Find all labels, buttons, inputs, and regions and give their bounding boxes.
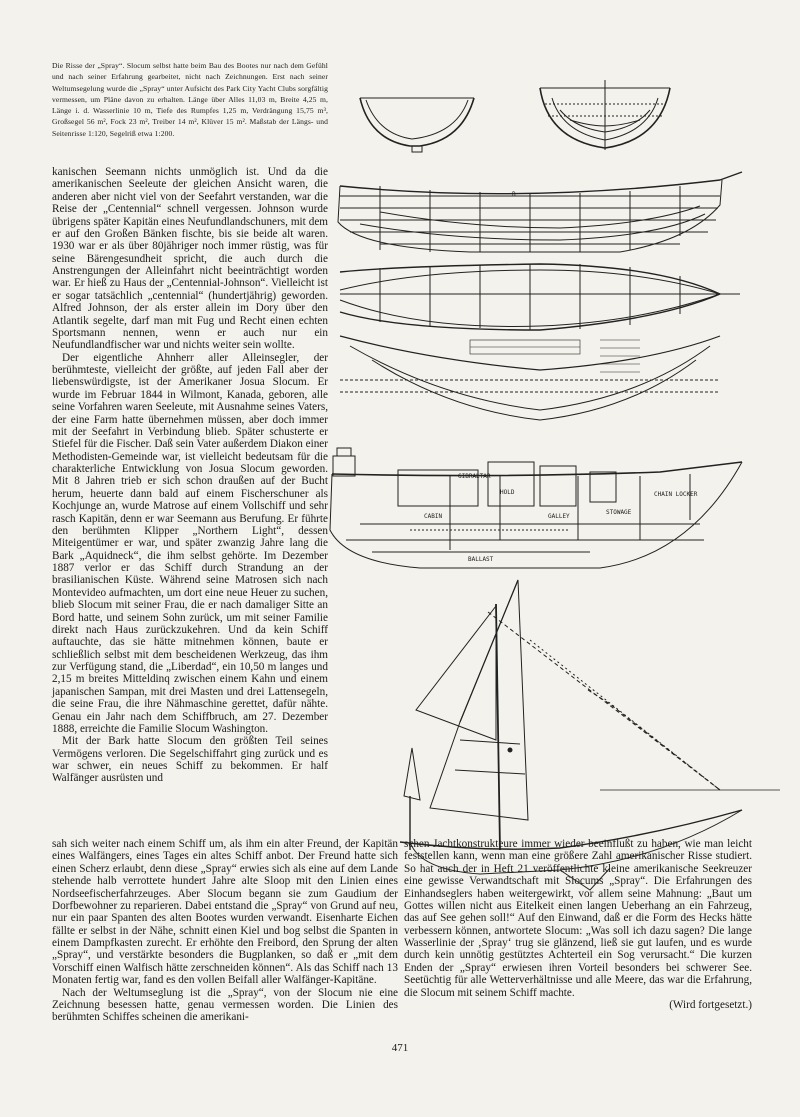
interior-arrangement: [330, 448, 742, 568]
label-hold: HOLD: [500, 489, 515, 496]
label-gibraltar: GIBRALTAR: [458, 473, 491, 480]
figure-caption: Die Risse der „Spray“. Slocum selbst hatte beim Bau des Bootes nur nach dem Gefühl und nach seiner Erfahrung gearbeitet, nicht nach Zeichnungen. Erst nach seiner Weltumsegelung wurde die „Spray“ unter Aufsicht des Park City Yacht Clubs sorgfältig vermessen, um Pläne davon zu erhalten. Länge über Alles 11,03 m, Breite 4,25 m, Länge i. d. Wasserlinie 10 m, Tiefe des Rumpfes 1,25 m, Verdrängung 15,75 m³, Großsegel 56 m², Fock 23 m², Treiber 14 m², Klüver 15 m². Maßstab der Längs- und Seitenrisse 1:120, Segelriß etwa 1:200.: [52, 61, 328, 138]
paragraph: schen Jachtkonstrukteure immer wieder beeinflußt zu haben, wie man leicht feststellen kann, wenn man eine größere Zahl amerikanischer Risse studiert. So hat auch der in Heft 21 veröffentlichte kleine amerikanische Seekreuzer eine gewisse Verwandtschaft mit Slocums „Spray“. Die Erfahrungen des Einhandseglers haben weitergewirkt, vor allem seine Mahnung: „Baut um Gottes willen nicht aus Eitelkeit einen langen Ueberhang an ein Fahrzeug, das auf See gehen soll!“ Auf den Einwand, daß er die Form des Hecks hätte verbessern können, antwortete Slocum: „Was soll ich dazu sagen? Die lange Wasserlinie der ‚Spray‘ trug sie glänzend, ließ sie gut laufen, und es wurde durch kein unnötig gestütztes Achterteil ein Sog verursacht.“ Die kurzen Enden der „Spray“ erwiesen ihren Vorteil besonders bei schwerer See. Seetüchtig für alle Wetterverhältnisse und alle Meere, das war die Erfahrung, die Slocum mit seinem Schiff machte.: [404, 838, 752, 999]
station-label-b: B: [512, 191, 516, 198]
cross-section-right: [540, 80, 670, 150]
cross-section-left: [360, 98, 474, 152]
text-lower-left: [52, 838, 398, 1024]
continued-note: (Wird fortgesetzt.): [669, 998, 752, 1011]
paragraph: Der eigentliche Ahnherr aller Alleinsegler, der berühmteste, vielleicht der größte, auf jeden Fall aber der liebenswürdigste, ist der Amerikaner Josua Slocum. Er wurde im Februar 1844 in Wilmont, Kanada, geboren, alle seine Vorfahren waren Seeleute, mit Ausnahme seines Vaters, der eine Farm hatte übernehmen müssen, aber doch immer mit der Seefahrt in Verbindung blieb. Später schusterte er Stiefel für die Fischer. Daß sein Vater außerdem Diakon einer Methodisten-Gemeinde war, ist vielleicht bedeutsam für die charakterliche Entwicklung von Josua Slocum geworden. Mit 8 Jahren trieb er sich schon draußen auf der Bucht herum, heuerte dann bald auf einem Fischerschuner als Kochjunge an, wurde Matrose auf einem Vollschiff und sehr rasch Kapitän, denn er war Seemann aus Berufung. Er führte den berühmten Klipper „Northern Light“, dessen Miteigentümer er war, und später zwanzig Jahre lang die Bark „Aquidneck“, die ihm selbst gehörte. Im Dezember 1887 verlor er das Schiff durch Strandung an der brasilianischen Küste. Während seine Matrosen sich nach Montevideo aufmachten, um dort eine neue Heuer zu suchen, blieb Slocum mit seiner Frau, die er nach damaliger Sitte an Bord hatte, und seinem Sohn zurück, um mit seiner Familie direkt nach Haus zurückzukehren. Und da kein Schiff auftauchte, das sie hätte mitnehmen können, baute er schließlich selbst mit dem bescheidenen Werkzeug, das ihm zur Verfügung stand, die „Liberdad“, ein 10,50 m langes und 2,15 m breites Mitteldinq zwischen einem Kahn und einem japanischen Sampan, mit drei Masten und drei Lattensegeln, die seine Frau, die ihre Nähmaschine gerettet, dafür nähte. Genau ein Jahr nach dem Schiffbruch, am 27. Dezember 1888, erreichte die Familie Slocum Washington.: [52, 351, 328, 735]
half-breadth-plan: [340, 264, 740, 420]
text-column-left: [52, 166, 328, 785]
paragraph: Nach der Weltumseglung ist die „Spray“, von der Slocum nie eine Zeichnung besessen hatte, genau vermessen worden. Die Linien des berühmten Schiffes scheinen die amerikani-: [52, 986, 398, 1024]
label-stowage: STOWAGE: [606, 509, 632, 516]
paragraph: sah sich weiter nach einem Schiff um, als ihm ein alter Freund, der Kapitän eines Walfängers, eines Tages ein altes Schiff anbot. Der Freund hatte sich einen Scherz erlaubt, denn diese „Spray“ erwies sich als eine auf dem Lande stehende halb verrottete hundert Jahre alte Sloop mit den Linien eines Nordseefischerfahrzeuges. Aber Slocum begann sie zum Gaudium der Dorfbewohner zu reparieren. Dabei entstand die „Spray“ von Grund auf neu, nur ein paar Spanten des alten Bootes wurden verwandt. Eisenharte Eichen fällte er selbst in der Nähe, schnitt einen Kiel und bog selbst die Spanten in einem Dampfkasten zurecht. Er erhöhte den Freibord, den Sprung der alten „Spray“, und verstärkte besonders die Bugplanken, so daß er „mit dem Vorschiff einen Walfisch hätte zerschneiden können“. Als das Schiff nach 13 Monaten fertig war, fand es den vollen Beifall aller Walfänger-Kapitäne.: [52, 838, 398, 987]
sheer-plan: [338, 172, 742, 252]
label-chain-locker: CHAIN LOCKER: [654, 491, 698, 498]
paragraph: kanischen Seemann nichts unmöglich ist. Und da die amerikanischen Seeleute der gleichen Ansicht waren, die anderen aber nicht viel von der Seefahrt verstanden, war die Reise der „Centennial“ schnell vergessen. Johnson wurde übrigens später Kapitän eines Neufundlandschuners, mit dem er auf den Großen Bänken fischte, bis sie beide alt waren. 1930 war er als über 80jähriger noch immer rüstig, was für seine Bärengesundheit spricht, die auch durch die Anstrengungen der Alleinfahrt nicht beeinträchtigt worden war. Er hieß zu Haus der „Centennial-Johnson“. Vielleicht ist er sogar tatsächlich „centennial“ (hundertjährig) geworden. Alfred Johnson, der als erster allein im Dory über den Atlantik segelte, darf man mit Fug und Recht einen echten Sportsmann nennen, wenn er auch nur ein Neufundlandfischer war und nichts weiter sein wollte.: [52, 166, 328, 352]
text-lower-right: [404, 838, 752, 1011]
label-cabin: CABIN: [424, 513, 443, 520]
label-ballast: BALLAST: [468, 556, 494, 563]
paragraph: Mit der Bark hatte Slocum den größten Teil seines Vermögens verloren. Die Segelschiffahrt ging zurück und es war schwer, ein neues Schiff zu bekommen. Er half Walfänger ausrüsten und: [52, 735, 328, 785]
label-galley: GALLEY: [548, 513, 570, 520]
page-number: 471: [391, 1042, 409, 1054]
